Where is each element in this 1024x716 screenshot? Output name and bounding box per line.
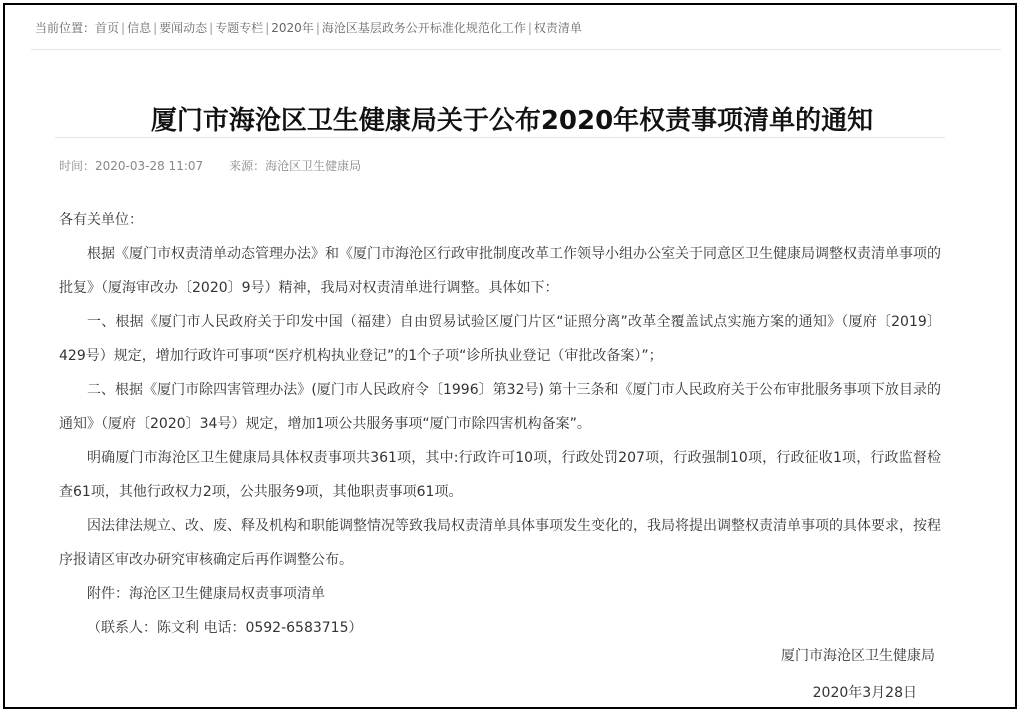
body-paragraph: 根据《厦门市权责清单动态管理办法》和《厦门市海沧区行政审批制度改革工作领导小组办公室关于同意区卫生健康局调整权责清单事项的批复》（厦海审改办〔2020〕9号）精神，我局对权责清单进行调整。具体如下： (59, 246, 941, 296)
page-frame (3, 3, 1017, 709)
article-meta (59, 157, 361, 174)
breadcrumb-link-responsibility-list[interactable]: 权责清单 (533, 21, 582, 35)
article-source: 来源：海沧区卫生健康局 (229, 159, 362, 173)
salutation: 各有关单位： (59, 212, 143, 228)
breadcrumb-link-standardization[interactable]: 海沧区基层政务公开标准化规范化工作 (321, 21, 526, 35)
body-paragraph: 明确厦门市海沧区卫生健康局具体权责事项共361项，其中:行政许可10项，行政处罚207项，行政强制10项，行政征收1项，行政监督检查61项，其他行政权力2项，公共服务9项，其他职责事项61项。 (59, 450, 941, 500)
article-title: 厦门市海沧区卫生健康局关于公布2020年权责事项清单的通知 (150, 106, 874, 137)
article-time: 时间：2020-03-28 11:07 (59, 159, 204, 173)
body-paragraph: 二、根据《厦门市除四害管理办法》(厦门市人民政府令〔1996〕第32号) 第十三条和《厦门市人民政府关于公布审批服务事项下放目录的通知》（厦府〔2020〕34号）规定，增加1项公共服务事项“厦门市除四害机构备案”。 (59, 382, 941, 432)
signature-date: 2020年3月28日 (812, 685, 917, 701)
breadcrumb-separator: | (209, 21, 214, 35)
breadcrumb (35, 19, 582, 36)
title-divider (55, 137, 945, 138)
body-paragraph: 因法律法规立、改、废、释及机构和职能调整情况等致我局权责清单具体事项发生变化的，我局将提出调整权责清单事项的具体要求，按程序报请区审改办研究审核确定后再作调整公布。 (59, 518, 941, 568)
body-paragraph: 一、根据《厦门市人民政府关于印发中国（福建）自由贸易试验区厦门片区“证照分离”改革全覆盖试点实施方案的通知》（厦府〔2019〕429号）规定，增加行政许可事项“医疗机构执业登记”的1个子项“诊所执业登记（审批改备案）”； (59, 314, 941, 364)
breadcrumb-link-news[interactable]: 要闻动态 (159, 21, 208, 35)
breadcrumb-separator: | (121, 21, 126, 35)
breadcrumb-separator: | (153, 21, 158, 35)
signature: 厦门市海沧区卫生健康局 (781, 648, 935, 664)
breadcrumb-separator: | (527, 21, 532, 35)
contact-line: （联系人：陈文利 电话：0592-6583715） (87, 620, 363, 636)
breadcrumb-link-2020[interactable]: 2020年 (271, 21, 314, 35)
breadcrumb-link-info[interactable]: 信息 (127, 21, 152, 35)
breadcrumb-separator: | (315, 21, 320, 35)
breadcrumb-separator: | (265, 21, 270, 35)
breadcrumb-link-topics[interactable]: 专题专栏 (215, 21, 264, 35)
breadcrumb-link-home[interactable]: 首页 (95, 21, 120, 35)
breadcrumb-divider (31, 49, 1001, 50)
article-body (59, 203, 941, 645)
breadcrumb-prefix: 当前位置： (35, 21, 96, 35)
attachment-line: 附件：海沧区卫生健康局权责事项清单 (87, 586, 325, 602)
